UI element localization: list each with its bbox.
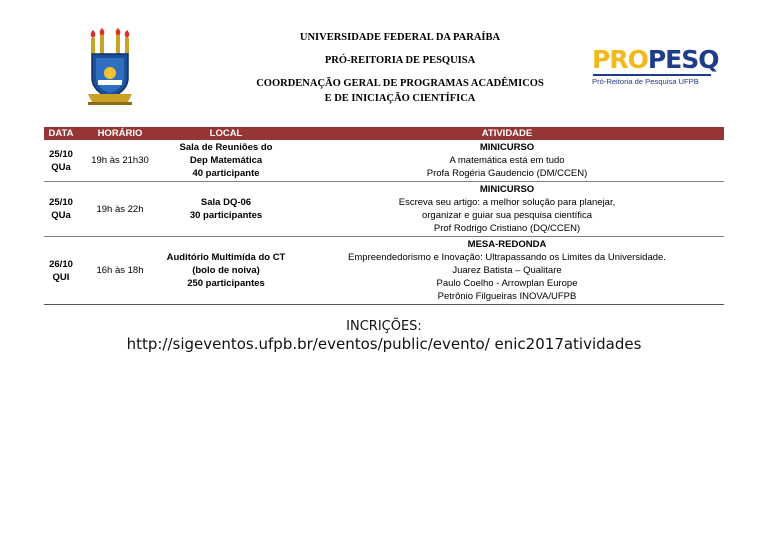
cell-time: 19h às 21h30 [78, 140, 162, 182]
cell-activity [290, 182, 724, 237]
ufpb-crest-icon [84, 28, 136, 106]
local-line: 40 participante [192, 168, 260, 179]
registration-url[interactable]: http://sigeventos.ufpb.br/eventos/public/evento/ enic2017atividades [126, 335, 642, 353]
cell-time: 16h às 18h [78, 237, 162, 305]
cell-local [162, 140, 290, 182]
table-row [44, 237, 724, 305]
cell-local [162, 182, 290, 237]
logo-divider [593, 74, 711, 76]
local-line: (bolo de noiva) [192, 265, 260, 276]
date-weekday: QUa [51, 210, 71, 221]
registration-label: INCRIÇÕES: [346, 319, 422, 334]
cell-activity [290, 140, 724, 182]
column-header-date: DATA [44, 127, 78, 140]
activity-line: A matemática está em tudo [449, 155, 565, 166]
institution-name: UNIVERSIDADE FEDERAL DA PARAÍBA [299, 32, 501, 43]
date-day: 25/10 [49, 197, 73, 208]
cell-date [44, 140, 78, 182]
local-line: Sala DQ-06 [200, 197, 252, 208]
cell-date [44, 182, 78, 237]
date-day: 25/10 [49, 148, 73, 160]
cell-local [162, 237, 290, 305]
column-header-local: LOCAL [162, 127, 290, 140]
table-row [44, 182, 724, 237]
activity-line: Juarez Batista – Qualitare [452, 265, 562, 276]
table-header-row [44, 127, 724, 140]
logo-part-pro: PRO [592, 45, 648, 74]
column-header-time: HORÁRIO [78, 127, 162, 140]
cell-date [44, 237, 78, 305]
coordination-name-line1: COORDENAÇÃO GERAL DE PROGRAMAS ACADÊMICOS [256, 78, 544, 89]
activity-line: Empreendedorismo e Inovação: Ultrapassando os Limites da Universidade. [348, 252, 666, 263]
activity-line: Petrônio Filgueiras INOVA/UFPB [437, 291, 577, 302]
document-header [0, 0, 768, 125]
cell-activity [290, 237, 724, 305]
date-weekday: QUa [51, 161, 71, 173]
local-line: 30 participantes [189, 210, 263, 221]
activity-line: Paulo Coelho - Arrowplan Europe [436, 278, 578, 289]
coordination-name-line2: E DE INICIAÇÃO CIENTÍFICA [324, 93, 476, 104]
pro-rectory-name: PRÓ-REITORIA DE PESQUISA [324, 55, 476, 66]
activity-type: MESA-REDONDA [467, 239, 547, 250]
activity-type: MINICURSO [479, 142, 535, 153]
schedule-table [44, 127, 724, 305]
propesq-wordmark [592, 46, 719, 74]
activity-line: Escreva seu artigo: a melhor solução para planejar, [398, 197, 616, 208]
logo-part-pesq: PESQ [647, 45, 719, 74]
local-line: Dep Matemática [189, 155, 263, 166]
date-day: 26/10 [49, 258, 73, 270]
cell-time: 19h às 22h [78, 182, 162, 237]
date-weekday: QUI [52, 271, 70, 283]
activity-line: organizar e guiar sua pesquisa científica [421, 210, 593, 221]
activity-line: Profa Rogéria Gaudencio (DM/CCEN) [426, 168, 588, 179]
local-line: Auditório Multimída do CT [166, 252, 286, 263]
activity-line: Prof Rodrigo Cristiano (DQ/CCEN) [433, 223, 581, 234]
column-header-activity: ATIVIDADE [290, 127, 724, 140]
propesq-logo [592, 46, 722, 90]
table-row [44, 140, 724, 182]
activity-type: MINICURSO [479, 184, 535, 195]
local-line: 250 participantes [187, 278, 265, 289]
local-line: Sala de Reuniões do [179, 142, 273, 153]
logo-subtitle: Pró-Reitoria de Pesquisa UFPB [592, 77, 699, 86]
